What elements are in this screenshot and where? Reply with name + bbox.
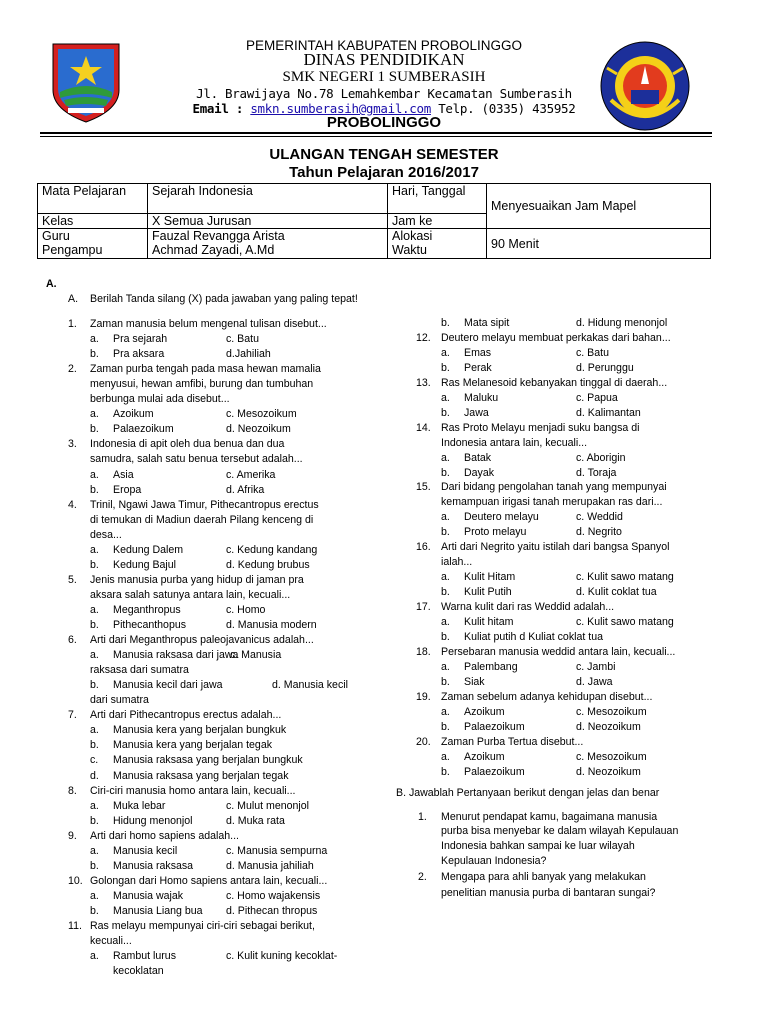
option-text: Emas: [464, 346, 492, 359]
essay-question-line: Mengapa para ahli banyak yang melakukan: [441, 871, 646, 883]
option-text: Kedung Dalem: [113, 543, 184, 556]
guru-label-cell: Guru Pengampu: [38, 229, 148, 259]
option-text: Manusia Liang bua: [113, 904, 203, 917]
option-letter: b.: [441, 361, 450, 374]
option-text-alt: c. Homo: [226, 603, 266, 616]
option-letter: b.: [441, 630, 450, 643]
option-text: Muka lebar: [113, 799, 166, 812]
option-letter: b.: [441, 526, 450, 539]
option-text-alt: d. Kalimantan: [576, 406, 641, 419]
exam-year: Tahun Pelajaran 2016/2017: [289, 164, 479, 181]
mapel-label-cell: Mata Pelajaran: [38, 184, 148, 214]
option-letter: a.: [441, 451, 450, 464]
option-text-alt: c. Papua: [576, 391, 618, 404]
option-letter: a.: [441, 616, 450, 628]
question-number: 15.: [416, 481, 431, 494]
option-text: Proto melayu: [464, 526, 527, 539]
question-text: Ras Proto Melayu menjadi suku bangsa di: [441, 421, 640, 434]
option-text-alt: d. Neozoikum: [576, 720, 641, 733]
option-letter: a.: [90, 408, 99, 421]
option-text: Perak: [464, 361, 492, 374]
question-text: Ras melayu mempunyai ciri-ciri sebagai berikut,: [90, 920, 315, 932]
option-text-alt: d. Kulit coklat tua: [576, 586, 657, 599]
option-letter: a.: [441, 750, 450, 763]
header-government: PEMERINTAH KABUPATEN PROBOLINGGO: [245, 38, 523, 53]
option-text: Manusia kera yang berjalan bungkuk: [113, 724, 287, 737]
option-text-alt: d. Jawa: [576, 675, 613, 688]
option-letter: b.: [90, 814, 99, 827]
option-text-alt: c. Batu: [576, 346, 609, 359]
exam-title: ULANGAN TENGAH SEMESTER: [269, 146, 499, 163]
option-letter: a.: [90, 333, 99, 346]
instruction-text: Berilah Tanda silang (X) pada jawaban yang paling tepat!: [90, 293, 358, 305]
header-address: Jl. Brawijaya No.78 Lemahkembar Kecamatan Sumberasih: [196, 86, 572, 101]
option-text-alt: c. Batu: [226, 333, 259, 346]
question-text: Warna kulit dari ras Weddid adalah...: [441, 601, 615, 614]
question-text: di temukan di Madiun daerah Pilang kenceng di: [90, 513, 314, 526]
essay-question-number: 1.: [418, 811, 427, 823]
option-letter: b.: [90, 679, 99, 692]
essay-question-line: Menurut pendapat kamu, bagaimana manusia: [441, 811, 658, 823]
option-text-alt: c. Kulit sawo matang: [576, 571, 674, 584]
question-number: 20.: [416, 735, 431, 748]
question-text: Zaman sebelum adanya kehidupan disebut...: [441, 690, 653, 703]
question-text: Arti dari homo sapiens adalah...: [90, 829, 239, 842]
option-text: Palaezoikum: [113, 423, 174, 436]
option-text-alt: d. Hidung menonjol: [576, 317, 668, 329]
question-number: 16.: [416, 541, 431, 554]
question-number: 8.: [68, 784, 77, 797]
option-letter: a.: [90, 603, 99, 616]
question-number: 9.: [68, 829, 77, 842]
option-text: Manusia kecil: [113, 844, 178, 857]
header-rule-thin: [40, 136, 712, 137]
question-text: Zaman Purba Tertua disebut...: [441, 735, 584, 748]
hari-label-cell: Hari, Tanggal: [388, 184, 487, 214]
question-text: Jenis manusia purba yang hidup di jaman pra: [90, 573, 304, 586]
question-number: 7.: [68, 709, 77, 722]
question-number: 4.: [68, 498, 77, 511]
option-text: Manusia raksasa dari jawa: [113, 649, 239, 662]
option-text: Manusia kecil dari jawa: [113, 679, 223, 692]
option-letter: a.: [441, 660, 450, 673]
option-text-alt: c. Aborigin: [576, 451, 626, 464]
question-text: Arti dari Pithecantropus erectus adalah...: [90, 709, 282, 722]
option-letter: a.: [90, 468, 99, 481]
option-letter: a.: [441, 391, 450, 404]
kelas-label-cell: Kelas: [38, 214, 148, 229]
option-letter: a.: [441, 346, 450, 359]
question-text: desa...: [90, 528, 122, 541]
header-school-name: SMK NEGERI 1 SUMBERASIH: [282, 69, 486, 85]
question-text: Zaman purba tengah pada masa hewan mamalia: [90, 363, 321, 376]
option-text: Azoikum: [464, 750, 505, 763]
question-text: Ras Melanesoid kebanyakan tinggal di daerah...: [441, 376, 668, 389]
option-letter: a.: [441, 571, 450, 584]
option-text-alt: d. Manusia kecil: [272, 679, 348, 692]
option-text-alt: d. Kedung brubus: [226, 558, 310, 571]
option-letter: b.: [90, 859, 99, 872]
option-letter: a.: [90, 799, 99, 812]
question-text: kemampuan irigasi tanah merupakan ras dari...: [441, 496, 663, 509]
option-text-alt: d. Pithecan thropus: [226, 904, 318, 917]
option-text-alt: c. Jambi: [576, 660, 616, 673]
option-letter: b.: [441, 406, 450, 419]
option-text-alt: c. Mulut menonjol: [226, 799, 310, 812]
option-text: Kuliat putih d Kuliat coklat tua: [464, 630, 603, 643]
question-number: 18.: [416, 645, 431, 658]
option-letter: a.: [90, 649, 99, 662]
jam-label-cell: Jam ke: [388, 214, 487, 229]
question-number: 2.: [68, 363, 77, 376]
header-department: DINAS PENDIDIKAN: [303, 50, 465, 69]
option-text-alt: c. Manusia sempurna: [226, 844, 328, 857]
option-text: Palaezoikum: [464, 765, 525, 778]
option-text: Palembang: [464, 660, 518, 673]
question-text: Arti dari Negrito yaitu istilah dari bangsa Spanyol: [441, 541, 670, 554]
option-text: Mata sipit: [464, 317, 510, 329]
exam-info-table: [37, 183, 711, 259]
question-number: 19.: [416, 690, 431, 703]
option-text-alt: c. Mesozoikum: [226, 408, 297, 421]
option-text: Kulit Putih: [464, 586, 512, 599]
option-text: Dayak: [464, 466, 495, 479]
option-text-alt: c. Mesozoikum: [576, 705, 647, 718]
question-number: 11.: [68, 920, 82, 932]
option-text: Maluku: [464, 391, 499, 404]
option-letter: b.: [441, 720, 450, 733]
option-text-alt: d. Perunggu: [576, 361, 634, 374]
option-letter: b.: [90, 558, 99, 571]
option-text-alt: c. Kulit sawo matang: [576, 616, 674, 628]
option-text: Asia: [113, 468, 134, 481]
option-letter: b.: [90, 348, 99, 361]
question-number: 13.: [416, 376, 431, 389]
option-letter: c.: [90, 754, 99, 767]
question-text: aksara salah satunya antara lain, kecuali...: [90, 588, 291, 601]
option-text: Batak: [464, 451, 492, 464]
question-text: menyusui, hewan amfibi, burung dan tumbuhan: [90, 378, 314, 391]
option-text: Manusia raksasa yang berjalan tegak: [113, 769, 289, 782]
hari-value-cell: Menyesuaikan Jam Mapel: [487, 184, 711, 229]
option-letter: a.: [90, 889, 99, 902]
option-text: Hidung menonjol: [113, 814, 193, 827]
essay-question-line: Indonesia bahkan sampai ke luar wilayah: [441, 840, 635, 852]
option-text-alt: d. Muka rata: [226, 814, 285, 827]
question-number: 6.: [68, 634, 77, 647]
phone-number: Telp. (0335) 435952: [438, 101, 576, 116]
question-text: berbunga mulai ada disebut...: [90, 393, 230, 406]
option-text-alt: c. Kulit kuning kecoklat-: [226, 950, 338, 963]
question-number: 3.: [68, 438, 77, 451]
option-text-alt: c. Homo wajakensis: [226, 889, 321, 902]
question-text: Golongan dari Homo sapiens antara lain, kecuali...: [90, 874, 328, 887]
option-text: Pra sejarah: [113, 333, 168, 346]
option-letter: b.: [441, 317, 450, 329]
option-text-alt: c. Weddid: [576, 511, 623, 524]
question-text: Ciri-ciri manusia homo antara lain, kecuali...: [90, 784, 296, 797]
question-text: Persebaran manusia weddid antara lain, kecuali...: [441, 645, 676, 658]
question-text: Zaman manusia belum mengenal tulisan disebut...: [90, 318, 327, 330]
mapel-value-cell: Sejarah Indonesia: [148, 184, 388, 214]
option-text-alt: d. Negrito: [576, 526, 622, 539]
question-text: Indonesia di apit oleh dua benua dan dua: [90, 438, 285, 451]
essay-question-number: 2.: [418, 871, 427, 883]
essay-question-line: Kepulauan Indonesia?: [441, 855, 547, 867]
question-number: 10.: [68, 874, 83, 887]
option-text: Deutero melayu: [464, 511, 539, 524]
option-text-alt: c. Kedung kandang: [226, 543, 318, 556]
option-text-alt: d. Toraja: [576, 466, 617, 479]
email-link[interactable]: smkn.sumberasih@gmail.com: [250, 101, 431, 116]
option-letter: d.: [90, 769, 99, 782]
option-letter: b.: [90, 739, 99, 752]
option-text-alt: c. Amerika: [226, 468, 276, 481]
option-text: Azoikum: [464, 705, 505, 718]
option-text: Rambut lurus: [113, 950, 176, 963]
option-text: Kulit hitam: [464, 616, 514, 628]
question-number: 17.: [416, 601, 431, 614]
option-letter: a.: [441, 705, 450, 718]
question-text: Indonesia antara lain, kecuali...: [441, 436, 588, 449]
instruction-number: A.: [68, 293, 79, 305]
option-text: Eropa: [113, 483, 142, 496]
option-letter: b.: [90, 423, 99, 436]
section-b-heading: B. Jawablah Pertanyaan berikut dengan jelas dan benar: [396, 787, 660, 799]
option-letter: a.: [441, 511, 450, 524]
alokasi-label-cell: Alokasi Waktu: [388, 229, 487, 259]
option-letter: a.: [90, 724, 99, 737]
question-text: dari sumatra: [90, 694, 149, 707]
option-text: Manusia kera yang berjalan tegak: [113, 739, 273, 752]
option-letter: b.: [441, 466, 450, 479]
header-rule: [40, 132, 712, 134]
option-text-alt: d. Neozoikum: [226, 423, 291, 436]
option-letter: b.: [90, 483, 99, 496]
email-label: Email :: [192, 101, 244, 116]
question-text: Deutero melayu membuat perkakas dari bahan...: [441, 331, 671, 344]
option-text-alt: d. Manusia jahiliah: [226, 859, 314, 872]
option-text: Siak: [464, 675, 485, 688]
question-text: Dari bidang pengolahan tanah yang mempunyai: [441, 481, 667, 494]
option-text: Azoikum: [113, 408, 154, 421]
question-text: samudra, salah satu benua tersebut adalah...: [90, 453, 303, 466]
option-letter: b.: [90, 619, 99, 631]
kelas-value-cell: X Semua Jurusan: [148, 214, 388, 229]
option-text-alt: d. Manusia modern: [226, 619, 317, 631]
alokasi-value-cell: 90 Menit: [487, 229, 711, 259]
question-text: raksasa dari sumatra: [90, 664, 189, 677]
question-number: 14.: [416, 421, 431, 434]
option-text-alt: d. Neozoikum: [576, 765, 641, 778]
option-letter: a.: [90, 844, 99, 857]
option-text: Kedung Bajul: [113, 558, 177, 571]
question-text: kecoklatan: [113, 965, 164, 978]
question-number: 12.: [416, 331, 431, 344]
question-number: 1.: [68, 318, 77, 330]
option-letter: a.: [90, 950, 99, 963]
option-letter: a.: [90, 543, 99, 556]
option-text: Pithecanthopus: [113, 619, 187, 631]
question-text: Trinil, Ngawi Jawa Timur, Pithecantropus erectus: [90, 498, 319, 511]
question-text: kecuali...: [90, 935, 132, 948]
option-letter: b.: [90, 904, 99, 917]
option-letter: b.: [441, 765, 450, 778]
option-text-alt: d. Afrika: [226, 483, 265, 496]
option-text: Manusia raksasa yang berjalan bungkuk: [113, 754, 303, 767]
question-text: Arti dari Meganthropus paleojavanicus adalah...: [90, 634, 314, 647]
essay-question-line: penelitian manusia purba di bantaran sungai?: [441, 887, 656, 899]
option-text-alt: c. Mesozoikum: [576, 750, 647, 763]
option-text-alt: d.Jahiliah: [226, 348, 271, 361]
section-a-marker: A.: [46, 278, 57, 290]
question-text: ialah...: [441, 556, 473, 569]
header-city: PROBOLINGGO: [326, 114, 442, 131]
option-text: Manusia raksasa: [113, 859, 194, 872]
option-text: Jawa: [464, 406, 489, 419]
option-text: Palaezoikum: [464, 720, 525, 733]
guru-value-cell: Fauzal Revangga Arista Achmad Zayadi, A.Md: [148, 229, 388, 259]
option-text: Pra aksara: [113, 348, 165, 361]
option-letter: b.: [441, 675, 450, 688]
question-number: 5.: [68, 573, 77, 586]
option-text: Meganthropus: [113, 603, 181, 616]
option-text-alt: c. Manusia: [230, 649, 282, 662]
option-text: Kulit Hitam: [464, 571, 516, 584]
option-letter: b.: [441, 586, 450, 599]
essay-question-line: purba bisa menyebar ke dalam wilayah Kepulauan: [441, 825, 679, 837]
option-text: Manusia wajak: [113, 889, 184, 902]
